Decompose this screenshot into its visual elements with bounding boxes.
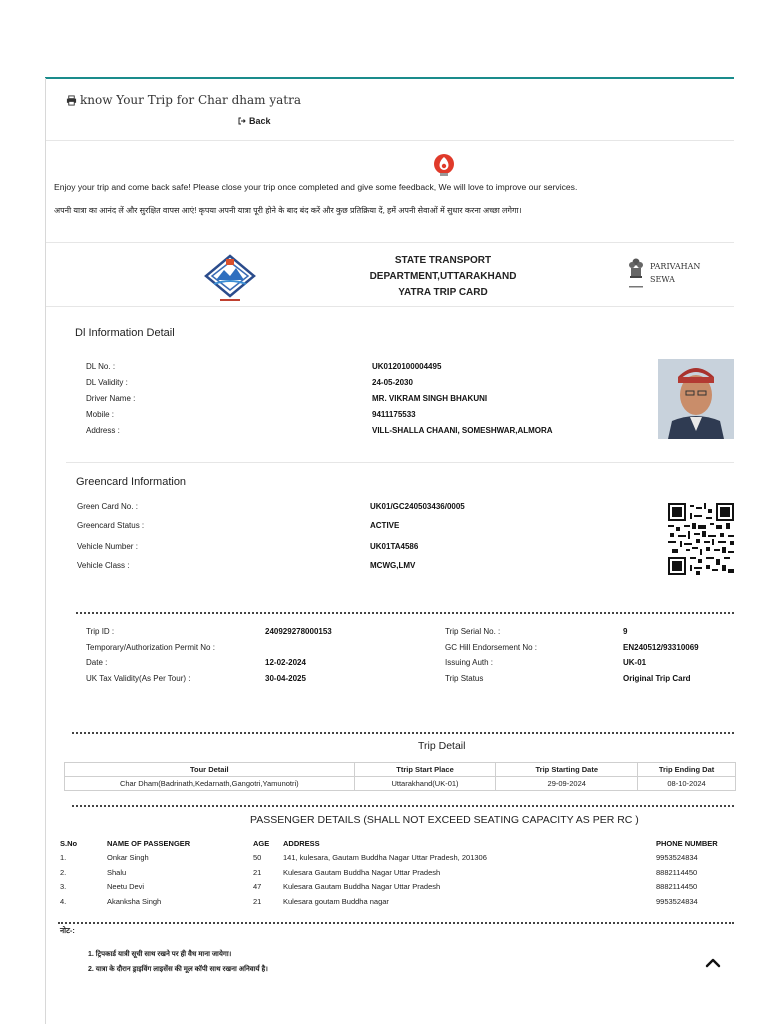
passenger-address: Kulesara Gautam Buddha Nagar Uttar Pradesh [283,868,441,877]
parivahan-line-2: SEWA [650,275,675,284]
trip-detail-title: Trip Detail [418,740,466,752]
print-icon[interactable] [66,95,77,106]
passenger-name: Onkar Singh [107,853,149,862]
dl-section-title: Dl Information Detail [75,327,175,339]
greencard-section-title: Greencard Information [76,476,187,488]
greencard-status-label: Greencard Status : [77,521,145,530]
feedback-message: Enjoy your trip and come back safe! Please close your trip once completed and give some feedback, We will love to improve our services. [54,182,578,192]
dl-no-label: DL No. : [86,362,116,371]
passenger-phone: 9953524834 [656,897,698,906]
page-title-text: know Your Trip for Char dham yatra [80,93,302,107]
passenger-header-address: ADDRESS [283,839,320,848]
note-heading: नोट-: [60,926,75,935]
dotted-divider [72,805,734,807]
note-item: 2. यात्रा के दौरान ड्राइविंग लाइसेंस की मूल कॉपी साथ रखना अनिवार्य है। [88,966,268,973]
uttarakhand-logo [204,254,256,304]
greencard-status-value: ACTIVE [370,521,400,530]
passenger-name: Akanksha Singh [107,897,162,906]
passenger-phone: 8882114450 [656,882,698,891]
department-heading [345,253,541,301]
gc-hill-endorsement-label: GC Hill Endorsement No : [445,643,538,652]
driver-name-label: Driver Name : [86,394,136,403]
trip-serial-value: 9 [623,627,628,636]
back-label: Back [249,116,271,126]
issuing-auth-value: UK-01 [623,658,647,667]
divider [46,140,734,141]
note-item: 1. ट्रिपकार्ड यात्री सूची साथ रखने पर ही वैध माना जायेगा। [88,951,232,958]
trip-status-value: Original Trip Card [623,674,691,683]
green-card-no-value: UK01/GC240503436/0005 [370,502,465,511]
trip-serial-label: Trip Serial No. : [445,627,501,636]
passenger-age: 21 [253,868,262,877]
passenger-sno: 1. [60,853,67,862]
scroll-to-top-icon[interactable] [705,957,721,969]
uk-tax-validity-label: UK Tax Validity(As Per Tour) : [86,674,191,683]
passenger-address: Kulesara goutam Buddha nagar [283,897,389,906]
dept-line-3: YATRA TRIP CARD [398,287,488,298]
issuing-auth-label: Issuing Auth : [445,658,494,667]
table-header-row [65,763,736,777]
divider [46,242,734,243]
address-value: VILL-SHALLA CHAANI, SOMESHWAR,ALMORA [372,426,553,435]
dl-no-value: UK0120100004495 [372,362,442,371]
passenger-address: 141, kulesara, Gautam Buddha Nagar Uttar Pradesh, 201306 [283,853,487,862]
passenger-header-age: AGE [253,839,270,848]
date-label: Date : [86,658,108,667]
passenger-sno: 3. [60,882,67,891]
address-label: Address : [86,426,120,435]
table-cell: Char Dham(Badrinath,Kedarnath,Gangotri,Yamunotri) [65,777,355,791]
uk-tax-validity-value: 30-04-2025 [265,674,306,683]
table-row [65,777,736,791]
passenger-address: Kulesara Gautam Buddha Nagar Uttar Pradesh [283,882,441,891]
vehicle-class-label: Vehicle Class : [77,561,130,570]
passenger-age: 47 [253,882,262,891]
qr-code [668,503,734,575]
page-title [66,93,301,107]
passenger-sno: 4. [60,897,67,906]
table-cell: 08-10-2024 [638,777,736,791]
divider [46,306,734,307]
feedback-message-hindi: अपनी यात्रा का आनंद लें और सुरक्षित वापस आएं! कृपया अपनी यात्रा पूरी होने के बाद बंद करें और कुछ प्रतिक्रिया दें, हमें अपनी सेवाओं में सुधार करना अच्छा लगेगा। [54,206,522,215]
trip-detail-table [64,762,736,791]
table-header: Ttrip Start Place [354,763,496,777]
dept-line-2: DEPARTMENT,UTTARAKHAND [369,271,517,282]
passenger-age: 21 [253,897,262,906]
vehicle-class-value: MCWG,LMV [370,561,416,570]
parivahan-sewa-logo [650,260,700,286]
trip-status-label: Trip Status [445,674,484,683]
table-header: Tour Detail [65,763,355,777]
dl-validity-label: DL Validity : [86,378,128,387]
trip-id-label: Trip ID : [86,627,115,636]
passenger-sno: 2. [60,868,67,877]
table-header: Trip Ending Dat [638,763,736,777]
table-header: Trip Starting Date [496,763,638,777]
mobile-label: Mobile : [86,410,115,419]
dotted-divider [58,922,734,924]
passenger-header-name: NAME OF PASSENGER [107,839,191,848]
sign-out-icon [238,117,246,125]
dotted-divider [76,612,734,614]
gc-hill-endorsement-value: EN240512/93310069 [623,643,699,652]
passenger-phone: 8882114450 [656,868,698,877]
passenger-name: Neetu Devi [107,882,145,891]
dotted-divider [72,732,734,734]
passenger-phone: 9953524834 [656,853,698,862]
table-cell: 29-09-2024 [496,777,638,791]
trip-id-value: 240929278000153 [265,627,332,636]
table-cell: Uttarakhand(UK-01) [354,777,496,791]
passenger-header-phone: PHONE NUMBER [656,839,718,848]
passenger-header-sno: S.No [60,839,78,848]
driver-photo [658,359,734,439]
date-value: 12-02-2024 [265,658,306,667]
divider [66,462,734,463]
passenger-age: 50 [253,853,262,862]
dl-validity-value: 24-05-2030 [372,378,413,387]
dept-line-1: STATE TRANSPORT [394,255,492,266]
back-button[interactable] [238,116,271,126]
passenger-details-title: PASSENGER DETAILS (SHALL NOT EXCEED SEATING CAPACITY AS PER RC ) [250,814,639,826]
passenger-name: Shalu [107,868,127,877]
permit-no-label: Temporary/Authorization Permit No : [86,643,215,652]
mobile-value: 9411175533 [372,410,416,419]
alarm-icon [433,153,455,177]
driver-name-value: MR. VIKRAM SINGH BHAKUNI [372,394,488,403]
vehicle-number-value: UK01TA4586 [370,542,419,551]
national-emblem-icon [627,256,645,292]
green-card-no-label: Green Card No. : [77,502,138,511]
parivahan-line-1: PARIVAHAN [650,262,701,271]
vehicle-number-label: Vehicle Number : [77,542,138,551]
